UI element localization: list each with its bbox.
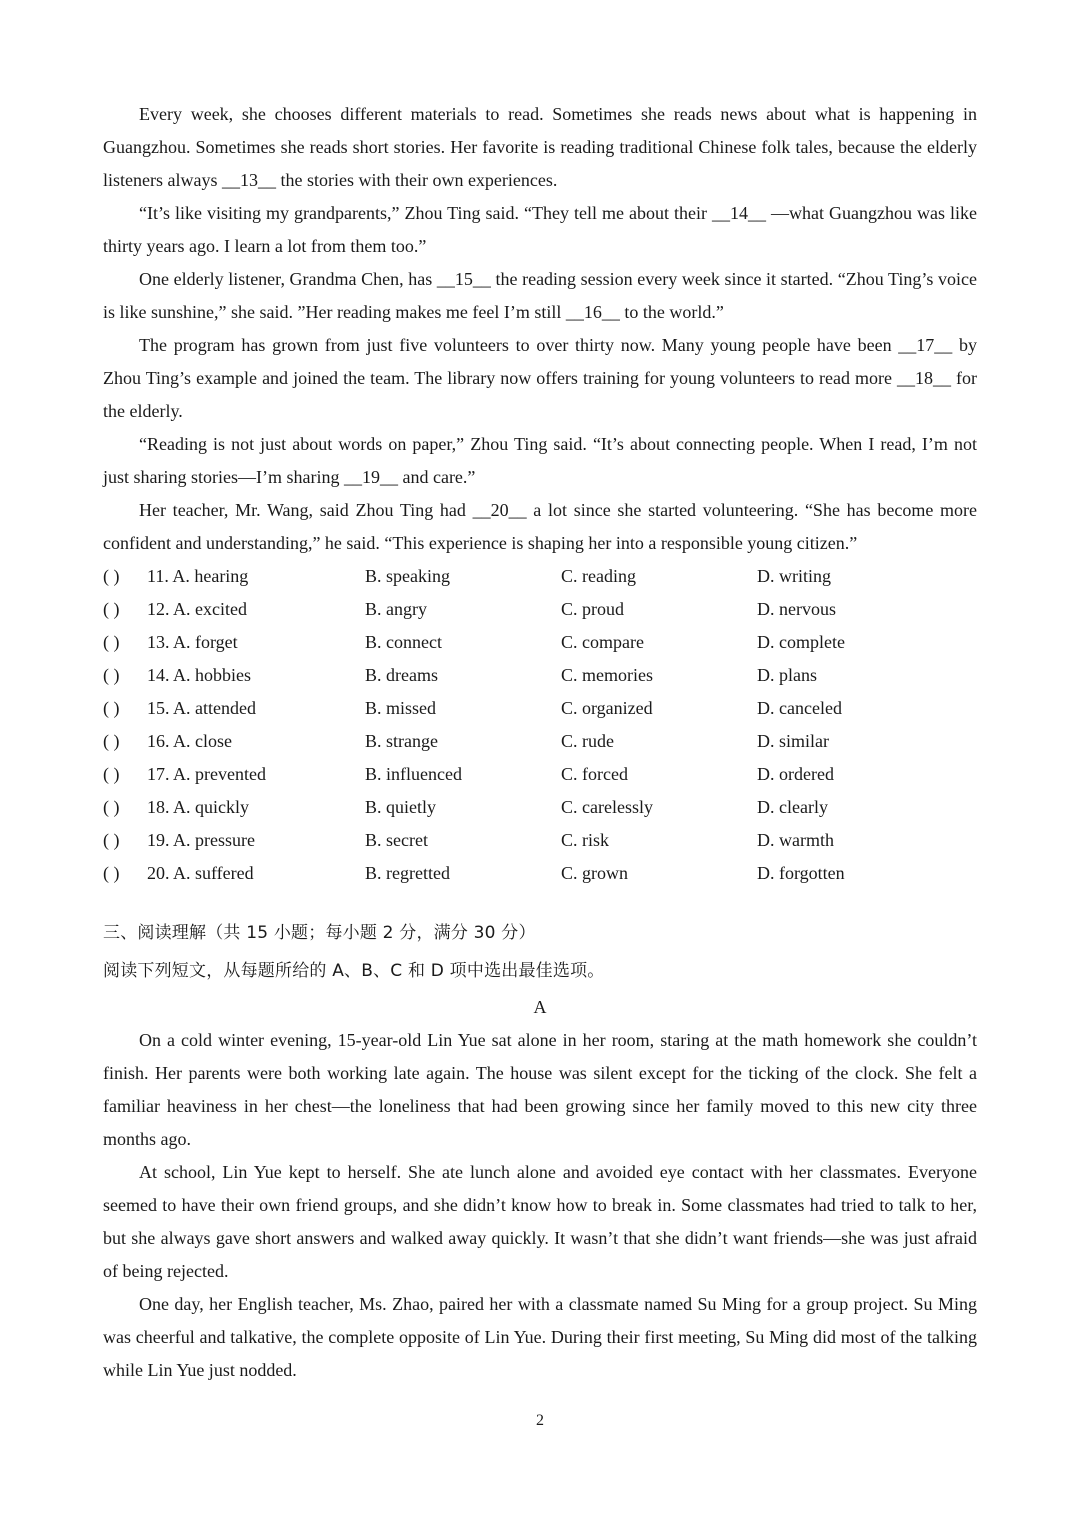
answer-blank: ( ) [103, 863, 120, 883]
passage-paragraph: One elderly listener, Grandma Chen, has __15__ the reading session every week since it started. “Zhou Ting’s voice is like sunshine,” she said. ”Her reading makes me feel I’m still __16__ to the world.” [103, 269, 977, 322]
question-row [103, 560, 977, 593]
option-c: C. memories [561, 665, 653, 685]
reading-paragraph: One day, her English teacher, Ms. Zhao, paired her with a classmate named Su Ming for a group project. Su Ming was cheerful and talkative, the complete opposite of Lin Yue. During their first meeting, Su Ming did most of the talking while Lin Yue just nodded. [103, 1294, 977, 1380]
option-b: B. influenced [365, 764, 462, 784]
option-a: 11. A. hearing [147, 566, 249, 586]
section-spacer [103, 890, 977, 914]
option-b: B. missed [365, 698, 437, 718]
answer-blank: ( ) [103, 599, 120, 619]
answer-blank: ( ) [103, 731, 120, 751]
option-c: C. reading [561, 566, 636, 586]
option-a: 20. A. suffered [147, 863, 254, 883]
answer-blank: ( ) [103, 830, 120, 850]
option-c: C. grown [561, 863, 628, 883]
option-d: D. forgotten [757, 863, 845, 883]
option-c: C. carelessly [561, 797, 653, 817]
question-row [103, 692, 977, 725]
option-b: B. strange [365, 731, 438, 751]
section-heading: 三、阅读理解（共 15 小题；每小题 2 分，满分 30 分） [103, 923, 536, 943]
passage-label: A [533, 997, 547, 1017]
question-row [103, 626, 977, 659]
answer-blank: ( ) [103, 764, 120, 784]
passage-paragraph: “It’s like visiting my grandparents,” Zhou Ting said. “They tell me about their __14__ —what Guangzhou was like thirty years ago. I learn a lot from them too.” [103, 203, 977, 256]
option-b: B. regretted [365, 863, 450, 883]
option-b: B. dreams [365, 665, 438, 685]
option-b: B. speaking [365, 566, 450, 586]
reading-paragraph: On a cold winter evening, 15-year-old Lin Yue sat alone in her room, staring at the math homework she couldn’t finish. Her parents were both working late again. The house was silent except for the ticking of the clock. She felt a familiar heaviness in her chest—the loneliness that had been growing since her family moved to this new city three months ago. [103, 1030, 977, 1149]
option-b: B. angry [365, 599, 427, 619]
question-row [103, 725, 977, 758]
option-a: 16. A. close [147, 731, 232, 751]
question-row [103, 659, 977, 692]
option-c: C. proud [561, 599, 624, 619]
reading-paragraph: At school, Lin Yue kept to herself. She ate lunch alone and avoided eye contact with her classmates. Everyone seemed to have their own friend groups, and she didn’t know how to break in. Some classmates had tried to talk to her, but she always gave short answers and walked away quickly. It wasn’t that she didn’t want friends—she was just afraid of being rejected. [103, 1162, 977, 1281]
answer-blank: ( ) [103, 797, 120, 817]
answer-blank: ( ) [103, 566, 120, 586]
option-a: 12. A. excited [147, 599, 247, 619]
option-a: 14. A. hobbies [147, 665, 252, 685]
passage-paragraph: Her teacher, Mr. Wang, said Zhou Ting had __20__ a lot since she started volunteering. “She has become more confident and understanding,” he said. “This experience is shaping her into a responsible young citizen.” [103, 500, 977, 553]
option-c: C. forced [561, 764, 628, 784]
page-content [103, 98, 977, 1387]
option-a: 13. A. forget [147, 632, 238, 652]
option-d: D. similar [757, 731, 829, 751]
passage-paragraph: Every week, she chooses different materials to read. Sometimes she reads news about what is happening in Guangzhou. Sometimes she reads short stories. Her favorite is reading traditional Chinese folk tales, because the elderly listeners always __13__ the stories with their own experiences. [103, 104, 977, 190]
option-c: C. compare [561, 632, 644, 652]
passage-paragraph: The program has grown from just five volunteers to over thirty now. Many young people have been __17__ by Zhou Ting’s example and joined the team. The library now offers training for young volunteers to read more __18__ for the elderly. [103, 335, 977, 421]
option-d: D. complete [757, 632, 845, 652]
cloze-question-list [103, 560, 977, 890]
option-d: D. nervous [757, 599, 836, 619]
option-b: B. quietly [365, 797, 436, 817]
question-row [103, 824, 977, 857]
option-c: C. organized [561, 698, 653, 718]
option-d: D. ordered [757, 764, 834, 784]
section-instruction: 阅读下列短文，从每题所给的 A、B、C 和 D 项中选出最佳选项。 [103, 961, 605, 981]
question-row [103, 593, 977, 626]
option-d: D. plans [757, 665, 817, 685]
answer-blank: ( ) [103, 665, 120, 685]
option-a: 17. A. prevented [147, 764, 266, 784]
passage-paragraph: “Reading is not just about words on paper,” Zhou Ting said. “It’s about connecting people. When I read, I’m not just sharing stories—I’m sharing __19__ and care.” [103, 434, 977, 487]
question-row [103, 758, 977, 791]
option-a: 15. A. attended [147, 698, 256, 718]
page-number: 2 [536, 1412, 544, 1429]
answer-blank: ( ) [103, 632, 120, 652]
option-d: D. warmth [757, 830, 834, 850]
option-a: 19. A. pressure [147, 830, 255, 850]
option-c: C. risk [561, 830, 610, 850]
option-d: D. clearly [757, 797, 828, 817]
option-a: 18. A. quickly [147, 797, 249, 817]
option-d: D. canceled [757, 698, 842, 718]
option-b: B. connect [365, 632, 442, 652]
option-d: D. writing [757, 566, 831, 586]
question-row [103, 791, 977, 824]
question-row [103, 857, 977, 890]
option-b: B. secret [365, 830, 428, 850]
answer-blank: ( ) [103, 698, 120, 718]
option-c: C. rude [561, 731, 614, 751]
